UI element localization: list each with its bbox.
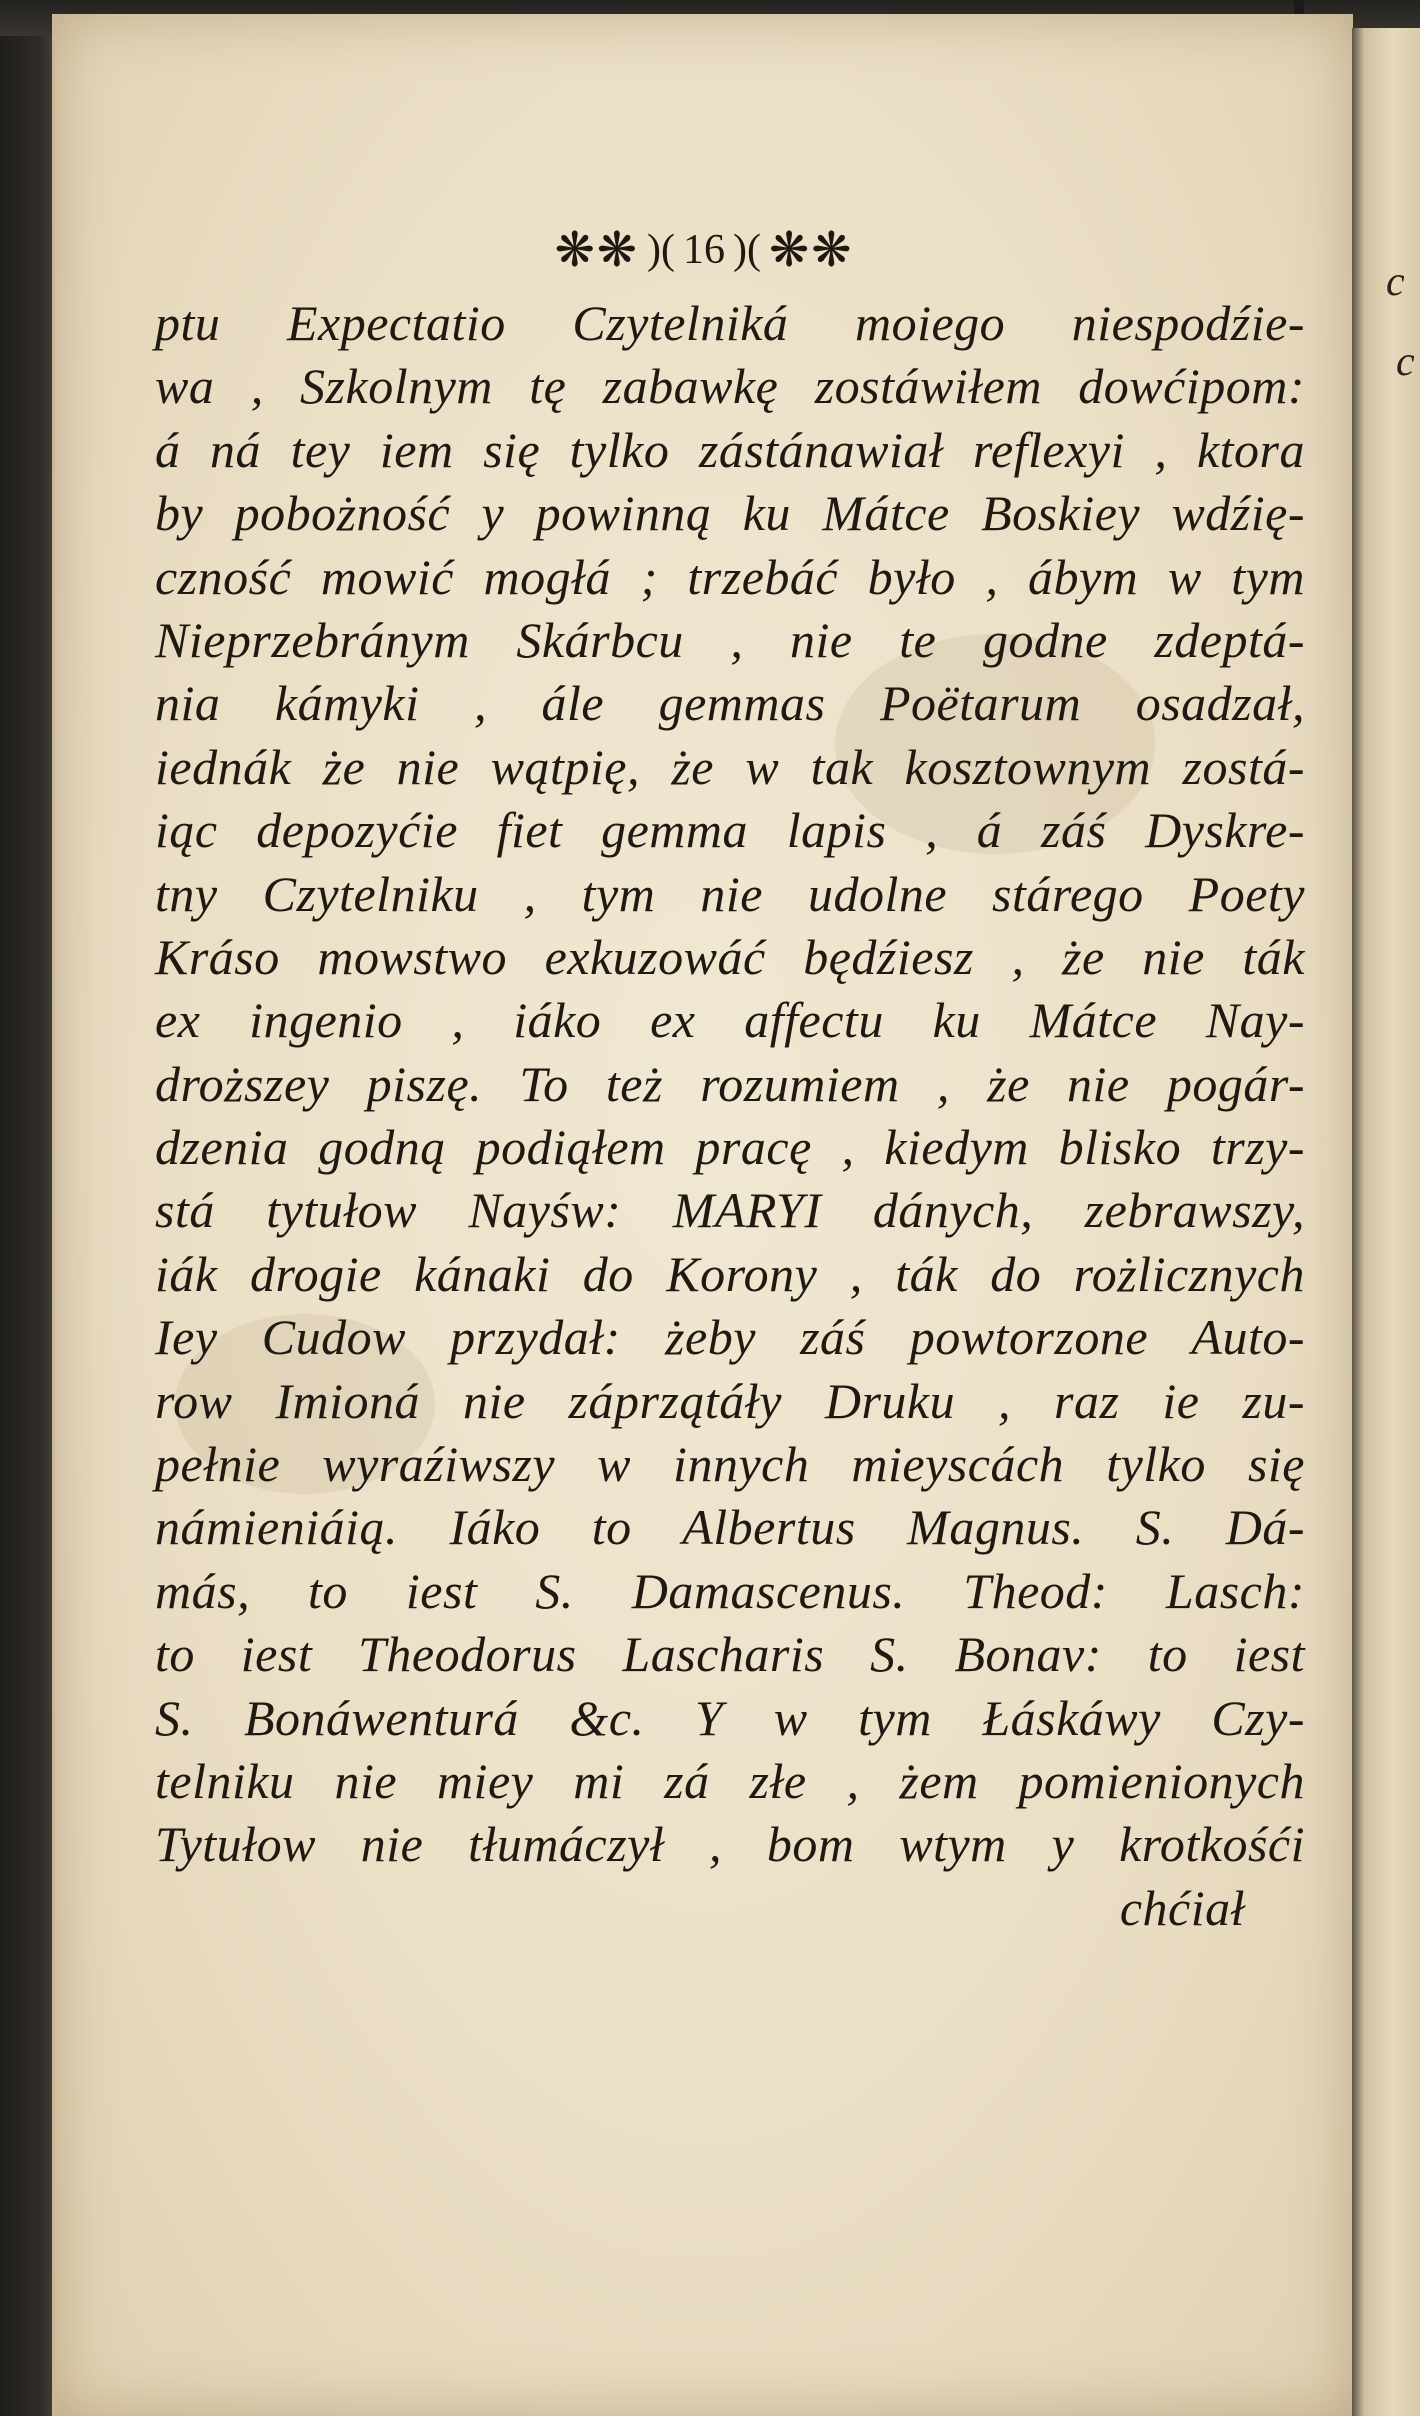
page-number: 16 [683, 227, 725, 273]
text-line: Iey Cudow przydał: żeby záś powtorzone Auto- [155, 1309, 1305, 1366]
next-page-edge [1352, 28, 1420, 2416]
catchword: chćiał [1119, 1879, 1245, 1936]
text-line: námieniáią. Iáko to Albertus Magnus. S. Dá- [155, 1499, 1305, 1556]
text-line: telniku nie miey mi zá złe , żem pomienionych [155, 1752, 1305, 1809]
text-line: row Imioná nie záprzątáły Druku , raz ie zu- [155, 1372, 1305, 1429]
text-line: S. Bonáwenturá &c. Y w tym Łáskáwy Czy- [155, 1689, 1305, 1746]
text-line: stá tytułow Nayśw: MARYI dánych, zebrawszy, [155, 1182, 1305, 1239]
text-line: to iest Theodorus Lascharis S. Bonav: to iest [155, 1626, 1305, 1683]
text-line: tny Czytelniku , tym nie udolne stárego Poety [155, 865, 1305, 922]
text-line: pełnie wyraźiwszy w innych mieyscách tylko się [155, 1436, 1305, 1493]
text-line: wa , Szkolnym tę zabawkę zostáwiłem dowćipom: [155, 358, 1305, 415]
next-page-fragment: c [1396, 339, 1415, 385]
page-header: ❋❋ )( 16 )( ❋❋ [554, 224, 854, 277]
scan-background-left [0, 0, 58, 2416]
next-page-fragment: c [1386, 259, 1405, 305]
text-line: Nieprzebránym Skárbcu , nie te godne zdeptá- [155, 611, 1305, 668]
text-line: iednák że nie wątpię, że w tak kosztownym zostá- [155, 738, 1305, 795]
body-text [155, 292, 1305, 1940]
text-line: á ná tey iem się tylko zástánawiał reflexyi , ktora [155, 421, 1305, 478]
text-line: iák drogie kánaki do Korony , ták do rożlicznych [155, 1245, 1305, 1302]
ornament-right-icon: ❋❋ [768, 224, 854, 277]
text-line: iąc depozyćie fiet gemma lapis , á záś Dyskre- [155, 802, 1305, 859]
text-line: dzenia godną podiąłem pracę , kiedym blisko trzy- [155, 1119, 1305, 1176]
book-page [52, 14, 1353, 2416]
text-line: nia kámyki , ále gemmas Poëtarum osadzał, [155, 675, 1305, 732]
text-line: ptu Expectatio Czytelniká moiego niespodźie- [155, 295, 1305, 351]
text-line: by pobożność y powinną ku Mátce Boskiey wdźię- [155, 485, 1305, 542]
text-line: Tytułow nie tłumáczył , bom wtym y krotkośći [155, 1816, 1305, 1873]
text-line: droższey piszę. To też rozumiem , że nie pogár- [155, 1055, 1305, 1112]
text-line: más, to iest S. Damascenus. Theod: Lasch: [155, 1562, 1305, 1619]
text-line: ex ingenio , iáko ex affectu ku Mátce Nay- [155, 992, 1305, 1049]
text-line: czność mowić mogłá ; trzebáć było , ábym w tym [155, 548, 1305, 605]
text-line: Kráso mowstwo exkuzowáć będźiesz , że nie ták [155, 928, 1305, 985]
ornament-left-icon: ❋❋ [554, 224, 640, 277]
